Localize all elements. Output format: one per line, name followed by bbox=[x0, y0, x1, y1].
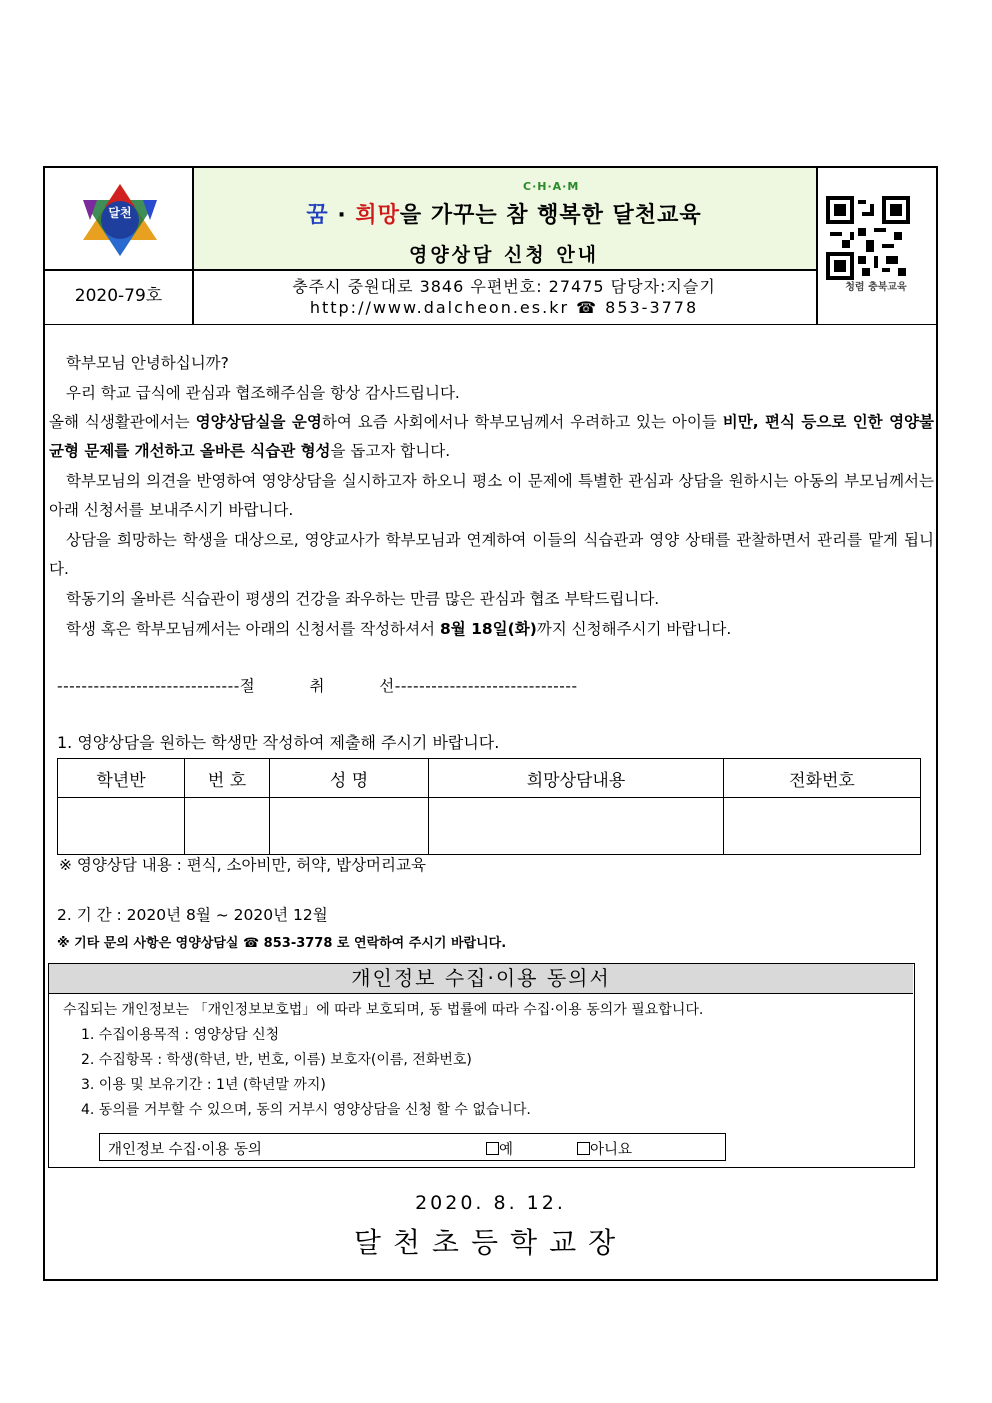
school-address: 충주시 중원대로 3846 우편번호: 27475 담당자:지슬기 bbox=[292, 277, 716, 296]
paragraph-2: 올해 식생활관에서는 영양상담실을 운영하여 요즘 사회에서나 학부모님께서 우려하고 있는 아이들 비만, 편식 등으로 인한 영양불균형 문제를 개선하고 올바른 식습관 형성을 돕고자 합니다. bbox=[49, 413, 934, 460]
column-header: 전화번호 bbox=[724, 759, 921, 798]
counseling-note: ※ 영양상담 내용 : 편식, 소아비만, 허약, 밥상머리교육 bbox=[59, 856, 426, 874]
section-1-heading: 1. 영양상담을 원하는 학생만 작성하여 제출해 주시기 바랍니다. bbox=[57, 733, 500, 752]
school-website-phone: http://www.dalcheon.es.kr ☎ 853-3778 bbox=[309, 298, 699, 317]
notice-date: 2020. 8. 12. bbox=[415, 1192, 566, 1214]
svg-text:달천: 달천 bbox=[108, 206, 132, 220]
consent-row bbox=[99, 1133, 726, 1161]
paragraph-3: 학부모님의 의견을 반영하여 영양상담을 실시하고자 하오니 평소 이 문제에 특별한 관심과 상담을 원하시는 아동의 부모님께서는 아래 신청서를 보내주시기 바랍니다. bbox=[49, 472, 934, 519]
consent-label: 개인정보 수집·이용 동의 bbox=[108, 1142, 262, 1158]
name-cell[interactable] bbox=[270, 798, 429, 855]
consent-no-option[interactable]: 아니요 bbox=[577, 1138, 632, 1159]
inquiry-note: ※ 기타 문의 사항은 영양상담실 ☎ 853-3778 로 연락하여 주시기 바랍니다. bbox=[57, 936, 507, 951]
privacy-intro: 수집되는 개인정보는 「개인정보보호법」에 따라 보호되며, 동 법률에 따라 수집·이용 동의가 필요합니다. bbox=[63, 1002, 704, 1018]
column-header: 희망상담내용 bbox=[429, 759, 724, 798]
greeting: 학부모님 안녕하십니까? bbox=[66, 354, 229, 372]
section-2-period: 2. 기 간 : 2020년 8월 ~ 2020년 12월 bbox=[57, 906, 328, 924]
column-header: 학년반 bbox=[58, 759, 185, 798]
privacy-title: 개인정보 수집·이용 동의서 bbox=[49, 964, 913, 994]
privacy-item: 2. 수집항목 : 학생(학년, 반, 번호, 이름) 보호자(이름, 전화번호) bbox=[81, 1052, 472, 1068]
cham-label: C·H·A·M bbox=[523, 180, 580, 193]
privacy-item: 3. 이용 및 보유기간 : 1년 (학년말 까지) bbox=[81, 1077, 326, 1093]
privacy-consent-box bbox=[48, 963, 915, 1168]
privacy-item: 4. 동의를 거부할 수 있으며, 동의 거부시 영양상담을 신청 할 수 없습니다. bbox=[81, 1102, 531, 1118]
phone-cell[interactable] bbox=[724, 798, 921, 855]
column-header: 성 명 bbox=[270, 759, 429, 798]
privacy-item: 1. 수집이용목적 : 영양상담 신청 bbox=[81, 1027, 280, 1043]
paragraph-4: 상담을 희망하는 학생을 대상으로, 영양교사가 학부모님과 연계하여 이들의 식습관과 영양 상태를 관찰하면서 관리를 맡게 됩니다. bbox=[49, 531, 934, 578]
principal-signature: 달천초등학교장 bbox=[353, 1226, 628, 1259]
paragraph-6: 학생 혹은 학부모님께서는 아래의 신청서를 작성하셔서 8월 18일(화)까지 신청해주시기 바랍니다. bbox=[66, 620, 732, 638]
paragraph-1: 우리 학교 급식에 관심과 협조해주심을 항상 감사드립니다. bbox=[66, 384, 460, 402]
column-header: 번 호 bbox=[185, 759, 270, 798]
notice-sheet bbox=[43, 166, 938, 1281]
document-number: 2020-79호 bbox=[74, 286, 163, 306]
paragraph-5: 학동기의 올바른 식습관이 평생의 건강을 좌우하는 만큼 많은 관심과 협조 부탁드립니다. bbox=[66, 590, 660, 608]
qr-code-icon bbox=[826, 196, 910, 280]
header bbox=[45, 168, 936, 325]
number-cell[interactable] bbox=[185, 798, 270, 855]
slogan: 꿈 · 희망을 가꾸는 참 행복한 달천교육 bbox=[306, 203, 702, 228]
counseling-content-cell[interactable] bbox=[429, 798, 724, 855]
chungbuk-education-logo: 청렴 충북교육 bbox=[845, 282, 907, 293]
page-title: 영양상담 신청 안내 bbox=[408, 244, 600, 266]
table-header-row bbox=[58, 759, 921, 798]
cut-line: ------------------------------절 취 선------------------------------ bbox=[57, 677, 578, 695]
school-logo-icon bbox=[77, 182, 163, 258]
grade-class-cell[interactable] bbox=[58, 798, 185, 855]
application-table bbox=[57, 758, 921, 855]
checkbox-icon[interactable] bbox=[486, 1142, 499, 1155]
checkbox-icon[interactable] bbox=[577, 1142, 590, 1155]
table-row bbox=[58, 798, 921, 855]
consent-yes-option[interactable]: 예 bbox=[486, 1138, 513, 1159]
